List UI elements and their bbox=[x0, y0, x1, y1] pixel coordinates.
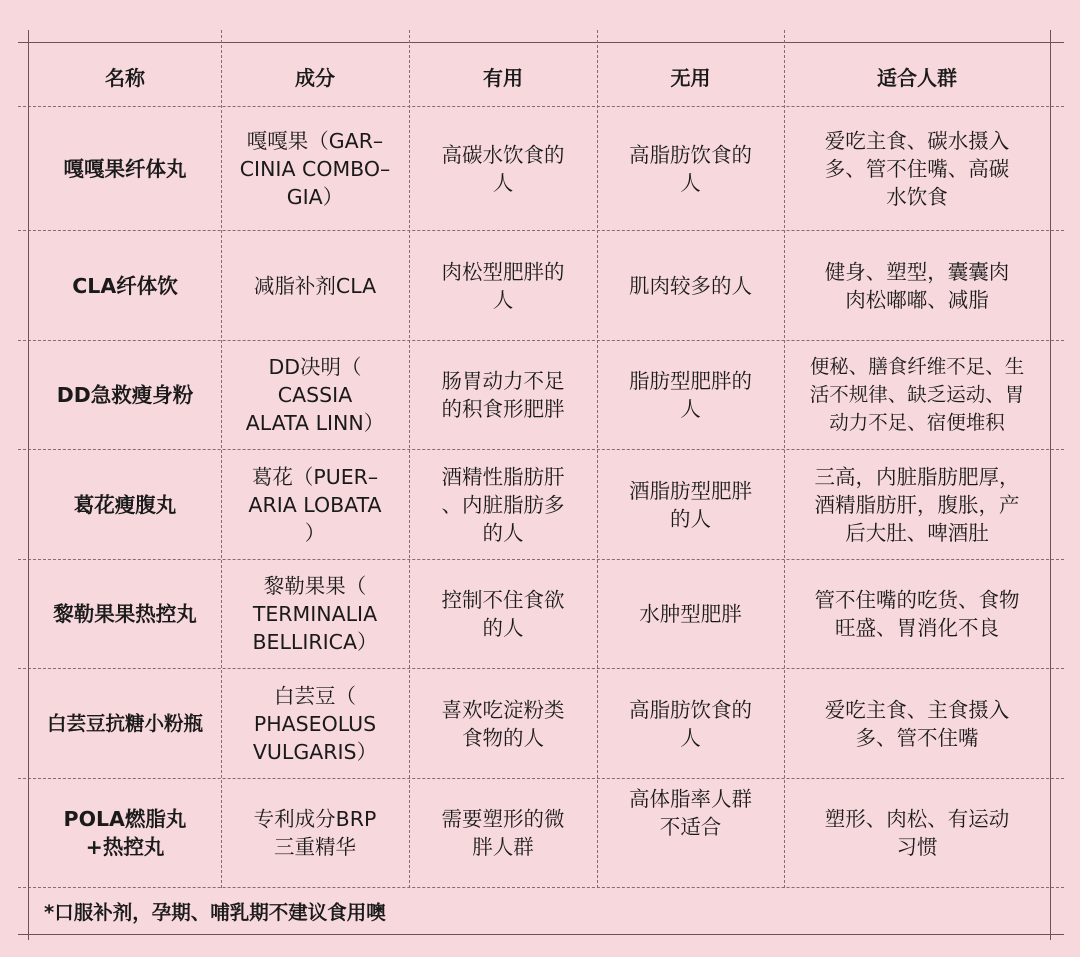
header-ingredient: 成分 bbox=[295, 66, 335, 90]
row-name: 黎勒果果热控丸 bbox=[53, 602, 197, 626]
row-useful: 需要塑形的微 胖人群 bbox=[441, 807, 565, 859]
row-ingredient: 葛花（PUER– ARIA LOBATA ） bbox=[248, 464, 382, 545]
row-ingredient: 白芸豆（ PHASEOLUS VULGARIS） bbox=[252, 683, 378, 764]
row-useless: 高脂肪饮食的 人 bbox=[629, 697, 752, 750]
header-suitable: 适合人群 bbox=[877, 66, 957, 90]
row-suitable: 爱吃主食、主食摄入 多、管不住嘴 bbox=[824, 697, 1010, 750]
row-ingredient: DD决明（ CASSIA ALATA LINN） bbox=[245, 355, 385, 435]
row-suitable: 三高，内脏脂肪肥厚， 酒精脂肪肝，腹胀，产 后大肚、啤酒肚 bbox=[814, 464, 1020, 545]
row-suitable: 管不住嘴的吃货、食物 旺盛、胃消化不良 bbox=[814, 588, 1020, 640]
row-useless: 水肿型肥胖 bbox=[639, 602, 742, 626]
table-bottom-border bbox=[18, 934, 1064, 935]
row-name: DD急救瘦身粉 bbox=[56, 383, 194, 407]
row-useless: 酒脂肪型肥胖 的人 bbox=[629, 478, 752, 531]
table-right-border bbox=[1050, 30, 1051, 940]
row-useless: 高体脂率人群 不适合 bbox=[629, 787, 752, 839]
header-useful: 有用 bbox=[483, 66, 523, 90]
row-suitable: 爱吃主食、碳水摄入 多、管不住嘴、高碳 水饮食 bbox=[824, 128, 1010, 209]
row-name: 嘎嘎果纤体丸 bbox=[63, 156, 187, 181]
row-useful: 肉松型肥胖的 人 bbox=[441, 259, 565, 312]
row-useful: 控制不住食欲 的人 bbox=[441, 588, 565, 640]
row-suitable: 健身、塑型，囊囊肉 肉松嘟嘟、减脂 bbox=[824, 259, 1010, 312]
row-ingredient: 减脂补剂CLA bbox=[253, 273, 377, 298]
row-useless: 肌肉较多的人 bbox=[629, 273, 752, 298]
row-name: CLA纤体饮 bbox=[72, 273, 178, 298]
row-useful: 肠胃动力不足 的积食形肥胖 bbox=[441, 369, 565, 421]
row-name: POLA燃脂丸 +热控丸 bbox=[63, 807, 187, 859]
row-useful: 酒精性脂肪肝 、内脏脂肪多 的人 bbox=[441, 464, 565, 545]
row-useful: 喜欢吃淀粉类 食物的人 bbox=[441, 697, 565, 750]
row-ingredient: 嘎嘎果（GAR– CINIA COMBO– GIA） bbox=[239, 128, 391, 209]
row-suitable: 塑形、肉松、有运动 习惯 bbox=[824, 807, 1010, 859]
row-ingredient: 黎勒果果（ TERMINALIA BELLIRICA） bbox=[252, 574, 378, 654]
row-useless: 脂肪型肥胖的 人 bbox=[629, 369, 752, 421]
row-ingredient: 专利成分BRP 三重精华 bbox=[253, 807, 377, 859]
row-name: 白芸豆抗糖小粉瓶 bbox=[46, 711, 203, 735]
header-useless: 无用 bbox=[670, 66, 711, 90]
footer-note: *口服补剂，孕期、哺乳期不建议食用噢 bbox=[44, 901, 386, 924]
header-name: 名称 bbox=[105, 66, 145, 90]
table-top-border bbox=[18, 42, 1064, 43]
row-suitable: 便秘、膳食纤维不足、生 活不规律、缺乏运动、胃 动力不足、宿便堆积 bbox=[809, 355, 1025, 434]
row-name: 葛花瘦腹丸 bbox=[73, 492, 177, 517]
row-useless: 高脂肪饮食的 人 bbox=[629, 142, 752, 195]
row-useful: 高碳水饮食的 人 bbox=[441, 142, 565, 195]
